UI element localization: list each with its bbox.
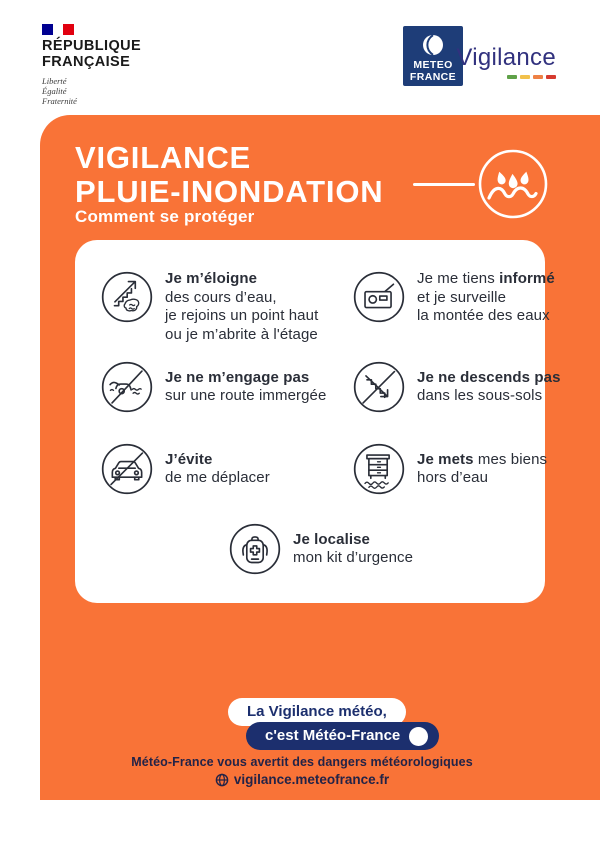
republique-motto bbox=[42, 76, 141, 106]
pill1-label: La Vigilance météo, bbox=[247, 703, 387, 720]
instruction-text: Je m’éloigne des cours d’eau, je rejoins un point haut ou je m’abrite à l'étage bbox=[165, 270, 319, 343]
flooded-road-icon bbox=[100, 360, 154, 414]
stairs-escape-icon bbox=[100, 270, 154, 324]
website-link[interactable] bbox=[40, 772, 564, 787]
flag-blue-stripe bbox=[42, 24, 53, 35]
footer-caption: Météo-France vous avertit des dangers météorologiques bbox=[131, 755, 473, 769]
meteo-france-icon bbox=[403, 32, 463, 58]
instruction-text: Je ne descends pas dans les sous-sols bbox=[417, 368, 561, 404]
radio-icon bbox=[352, 270, 406, 324]
globe-icon bbox=[215, 773, 229, 787]
instruction-item-route-immergee bbox=[100, 360, 326, 414]
connector-line bbox=[413, 183, 475, 186]
pill-dot-icon bbox=[409, 727, 428, 746]
instructions-card bbox=[75, 240, 561, 603]
republique-name bbox=[42, 39, 141, 70]
title-line1: VIGILANCE bbox=[75, 140, 251, 175]
meteo-france-wordmark: METEO FRANCE bbox=[409, 59, 457, 83]
instruction-item-eloigne bbox=[100, 270, 318, 344]
meteo-france-pill bbox=[246, 722, 439, 750]
instruction-item-deplacement bbox=[100, 442, 270, 496]
flag-white-stripe bbox=[53, 24, 64, 35]
vigilance-dashes bbox=[456, 75, 556, 79]
instruction-item-biens bbox=[352, 442, 547, 496]
emergency-kit-icon bbox=[228, 522, 282, 576]
stairs-down-icon bbox=[352, 360, 406, 414]
motto-fraternite: Fraternité bbox=[42, 96, 77, 106]
instruction-text: J’évite de me déplacer bbox=[165, 450, 270, 486]
page-subtitle: Comment se protéger bbox=[75, 207, 255, 226]
page-title bbox=[75, 141, 383, 209]
french-flag-icon bbox=[42, 24, 74, 35]
vigilance-banner bbox=[40, 115, 600, 800]
furniture-icon bbox=[352, 442, 406, 496]
title-line2: PLUIE-INONDATION bbox=[75, 174, 384, 209]
motto-egalite: Égalité bbox=[42, 86, 67, 96]
republique-francaise-logo bbox=[42, 24, 141, 106]
flag-red-stripe bbox=[63, 24, 74, 35]
rain-flood-icon bbox=[477, 148, 549, 220]
meteo-france-logo bbox=[403, 26, 463, 86]
car-icon bbox=[100, 442, 154, 496]
vigilance-logo bbox=[456, 44, 556, 79]
republique-line2: FRANÇAISE bbox=[42, 53, 131, 70]
instruction-item-sous-sols bbox=[352, 360, 561, 414]
vigilance-wordmark: Vigilance bbox=[456, 44, 556, 71]
pill2-label: c'est Météo-France bbox=[265, 727, 401, 744]
instruction-text: Je me tiens informé et je surveille la montée des eaux bbox=[417, 270, 555, 324]
instruction-text: Je ne m’engage pas sur une route immergée bbox=[165, 368, 327, 404]
motto-liberte: Liberté bbox=[42, 76, 67, 86]
instruction-text: Je mets mes biens hors d’eau bbox=[417, 450, 548, 486]
instruction-item-kit-urgence bbox=[228, 522, 413, 576]
instruction-item-informe bbox=[352, 270, 555, 326]
instruction-text: Je localise mon kit d’urgence bbox=[293, 530, 414, 566]
website-url[interactable]: vigilance.meteofrance.fr bbox=[233, 772, 390, 787]
republique-line1: RÉPUBLIQUE bbox=[42, 38, 142, 54]
